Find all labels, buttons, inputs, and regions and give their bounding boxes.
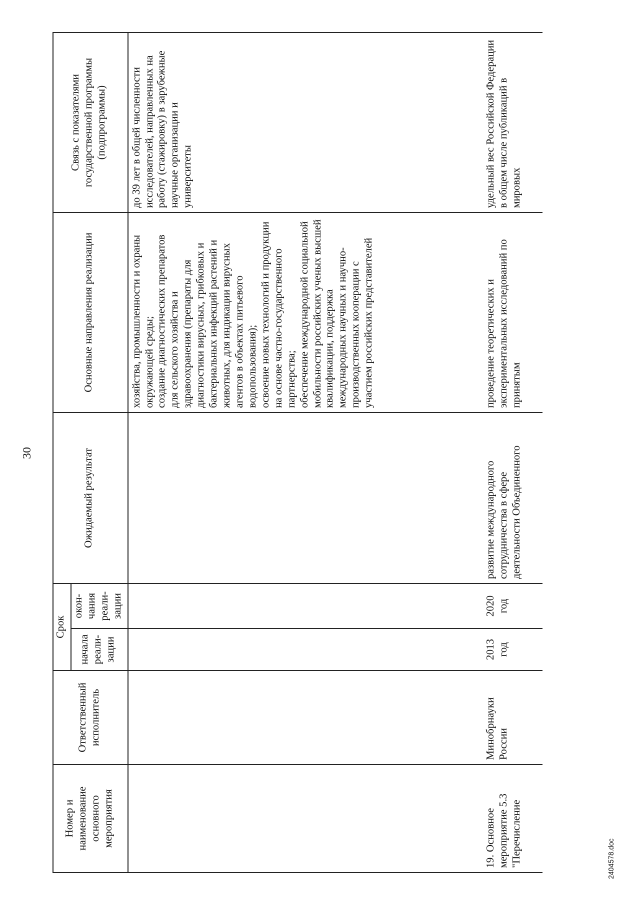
cont-indicators: до 39 лет в общей численности исследователей, направленных на работу (стажировку) в зарубежные научные организации и университеты	[128, 32, 483, 212]
direction-item: обеспечение международной социальной мобильности российских ученых высшей квалификации, поддержка международных научных и научно-производственных кооперации с участием российских представителей	[299, 218, 375, 408]
page-number: 30	[19, 446, 34, 459]
header-executor: Ответственный исполнитель	[53, 670, 128, 764]
header-term-end: окон-чания реали-зации	[71, 583, 128, 628]
header-activity: Номер и наименование основного мероприятия	[53, 764, 128, 872]
row19-name: 19. Основное мероприятие 5.3 "Перечисление	[483, 764, 543, 872]
row19-executor: Минобрнауки России	[483, 670, 543, 764]
row19-start: 2013 год	[483, 628, 543, 670]
header-result: Ожидаемый результат	[53, 412, 128, 583]
row19-directions: проведение теоретических и экспериментальных исследований по принятым	[483, 212, 543, 412]
direction-item: создание диагностических препаратов для сельского хозяйства и здравоохранения (препараты для диагностики вирусных, грибковых и бактериальных инфекций растений и животных, для индикации вирусных агентов в объектах питьевого водопользования);	[156, 234, 259, 408]
cont-empty-5	[128, 412, 483, 583]
document-id: 2404578.doc	[608, 838, 616, 879]
row19-end: 2020 год	[483, 583, 543, 628]
direction-item: хозяйства, промышленности и охраны окружающей среды;	[131, 234, 156, 408]
header-row	[53, 32, 71, 872]
direction-item: освоение новых технологий и продукции на основе частно-государственного партнерства;	[260, 221, 298, 408]
program-table	[53, 32, 543, 873]
header-term-start: начала реали-зации	[71, 628, 128, 670]
rotated-page	[19, 33, 616, 879]
cont-empty-1	[128, 764, 483, 872]
row19-indicators: удельный вес Российской Федерации в общем числе публикаций в мировых	[483, 32, 543, 212]
cont-empty-2	[128, 670, 483, 764]
header-term: Срок	[53, 583, 71, 670]
header-indicators: Связь с показателями государственной программы (подпрограммы)	[53, 32, 128, 212]
header-directions: Основные направления реализации	[53, 212, 128, 412]
cont-empty-3	[128, 628, 483, 670]
table-row-19	[483, 32, 543, 872]
cont-directions	[128, 212, 483, 412]
cont-empty-4	[128, 583, 483, 628]
continuation-row	[128, 32, 483, 872]
row19-result: развитие международного сотрудничества в сфере деятельности Объединенного	[483, 412, 543, 583]
